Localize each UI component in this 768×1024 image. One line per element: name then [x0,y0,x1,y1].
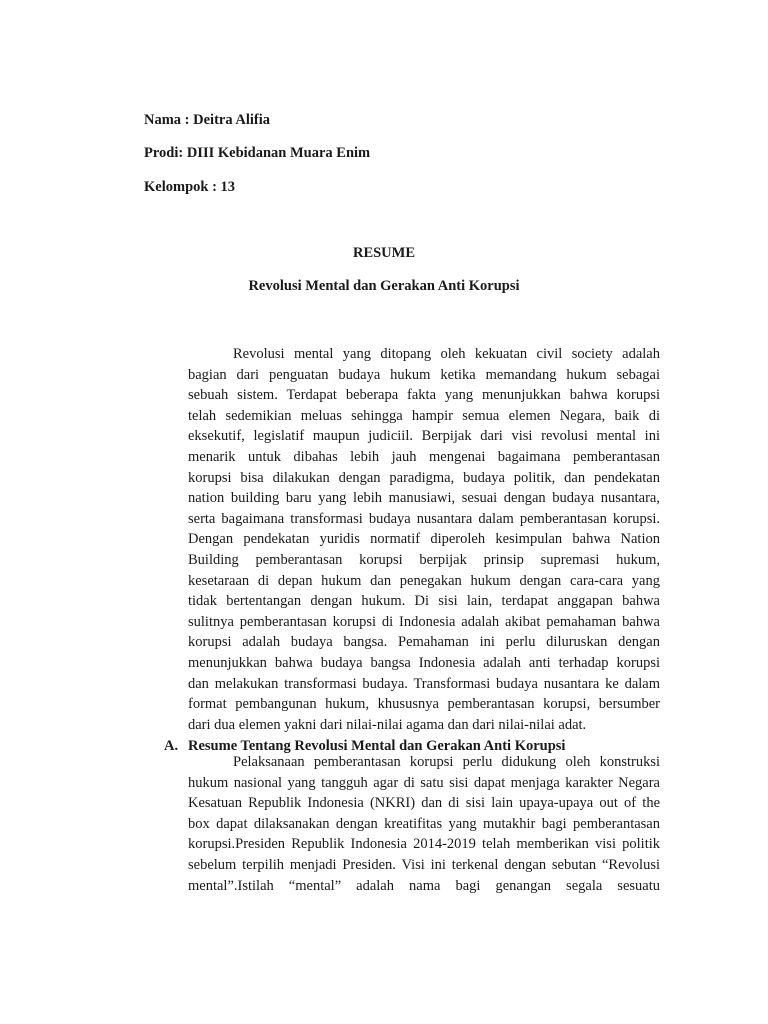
paragraph-line: menunjukkan bahwa budaya bangsa Indonesia adalah anti terhadap korupsi [188,654,660,671]
paragraph-line: box dapat dilaksanakan dengan kreatifitas yang mutakhir bagi pemberantasan [188,815,660,832]
paragraph-line: telah sedemikian meluas sehingga hampir semua elemen Negara, baik di [188,407,660,424]
paragraph-line: korupsi adalah budaya bangsa. Pemahaman ini perlu diluruskan dengan [188,634,660,651]
section-marker: A. [164,738,179,754]
paragraph-line: serta bagaimana transformasi budaya nusantara dalam pemberantasan korupsi. [188,510,660,527]
paragraph-line: korupsi.Presiden Republik Indonesia 2014-2019 telah memberikan visi politik [188,836,660,853]
intro-paragraph [188,344,660,735]
paragraph-line: tidak bertentangan dengan hukum. Di sisi lain, terdapat anggapan bahwa [188,593,660,610]
paragraph-line: Pelaksanaan pemberantasan korupsi perlu didukung oleh konstruksi [233,754,660,770]
section-title: Resume Tentang Revolusi Mental dan Gerakan Anti Korupsi [188,738,566,754]
paragraph-line: kesetaraan di depan hukum dan penegakan hukum dengan cara-cara yang [188,572,660,589]
paragraph-line: bagian dari penguatan budaya hukum ketika memandang hukum sebagai [188,366,660,383]
paragraph-line: sulitnya pemberantasan korupsi di Indonesia adalah akibat pemahaman bahwa [188,613,660,630]
paragraph-line: korupsi bisa dilakukan dengan paradigma, budaya politik, dan pendekatan [188,469,660,486]
paragraph-line: Kesatuan Republik Indonesia (NKRI) dan di sisi lain upaya-upaya out of the [188,795,660,812]
paragraph-line: Dengan pendekatan yuridis normatif diperoleh kesimpulan bahwa Nation [188,531,660,548]
paragraph-line: menarik untuk dibahas lebih jauh mengenai bagaimana pemberantasan [188,448,660,465]
paragraph-line: sebelum terpilih menjadi Presiden. Visi ini terkenal dengan sebutan “Revolusi [188,856,660,873]
paragraph-line: dari dua elemen yakni dari nilai-nilai agama dan dari nilai-nilai adat. [188,716,587,733]
student-name: Nama : Deitra Alifia [144,112,271,128]
document-title: RESUME [352,245,416,261]
paragraph-line: nation building baru yang lebih manusiawi, sesuai dengan budaya nusantara, [188,490,660,507]
paragraph-line: sebuah sistem. Terdapat beberapa fakta yang menunjukkan bahwa korupsi [188,387,660,404]
group-number: Kelompok : 13 [144,179,236,195]
paragraph-line: eksekutif, legislatif maupun judiciil. Berpijak dari visi revolusi mental ini [188,428,660,445]
document-subtitle: Revolusi Mental dan Gerakan Anti Korupsi [248,278,520,294]
paragraph-line: hukum nasional yang tangguh agar di satu sisi dapat menjaga karakter Negara [188,774,660,791]
paragraph-line: mental”.Istilah “mental” adalah nama bagi genangan segala sesuatu [188,877,660,894]
study-program: Prodi: DIII Kebidanan Muara Enim [144,145,371,161]
paragraph-line: dan melakukan transformasi budaya. Transformasi budaya nusantara ke dalam [188,675,660,692]
paragraph-line: Building pemberantasan korupsi berpijak prinsip supremasi hukum, [188,551,660,568]
paragraph-line: format pembangunan hukum, khususnya pemberantasan korupsi, bersumber [188,696,660,713]
section-a-paragraph [188,752,660,896]
paragraph-line: Revolusi mental yang ditopang oleh kekuatan civil society adalah [233,346,660,362]
